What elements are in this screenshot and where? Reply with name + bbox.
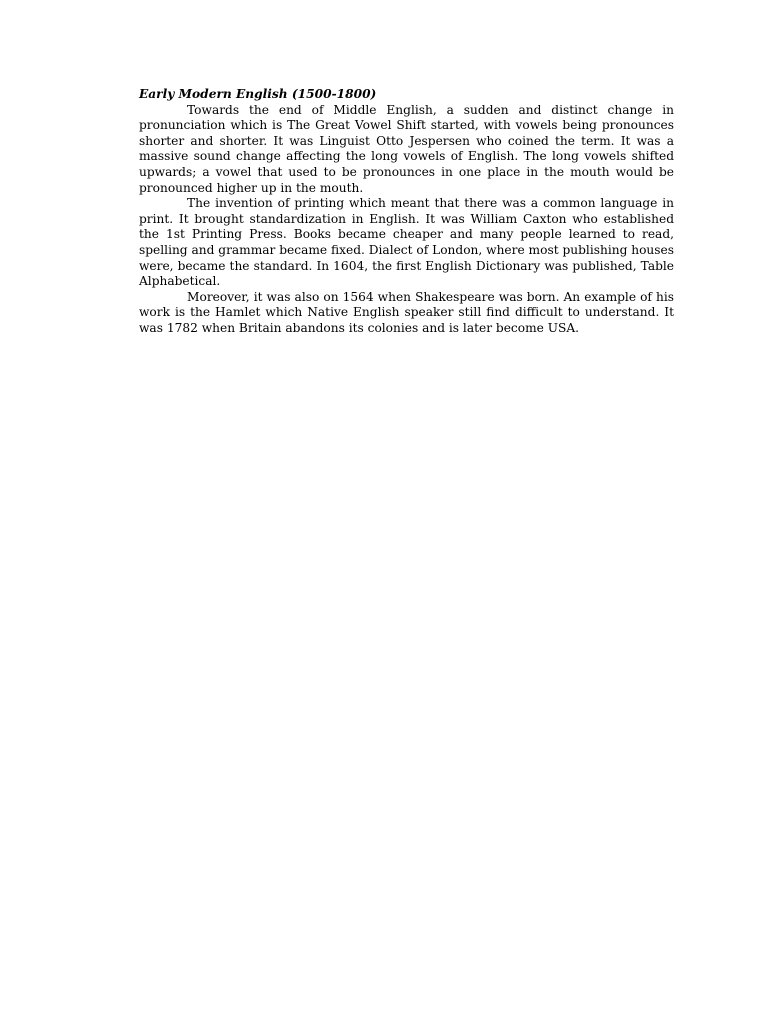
paragraph-shakespeare: Moreover, it was also on 1564 when Shakespeare was born. An example of his work is the Hamlet which Native English speaker still find difficult to understand. It was 1782 when Britain abandons its colonies and is later become USA. [139,289,674,335]
paragraph-great-vowel-shift: Towards the end of Middle English, a sudden and distinct change in pronunciation which is The Great Vowel Shift started, with vowels being pronounces shorter and shorter. It was Linguist Otto Jespersen who coined the term. It was a massive sound change affecting the long vowels of English. The long vowels shifted upwards; a vowel that used to be pronounces in one place in the mouth would be pronounced higher up in the mouth. [139,102,674,195]
section-heading: Early Modern English (1500-1800) [139,87,377,101]
document-body [139,87,674,337]
paragraph-printing-press: The invention of printing which meant that there was a common language in print. It brought standardization in English. It was William Caxton who established the 1st Printing Press. Books became cheaper and many people learned to read, spelling and grammar became fixed. Dialect of London, where most publishing houses were, became the standard. In 1604, the first English Dictionary was published, Table Alphabetical. [139,196,675,289]
